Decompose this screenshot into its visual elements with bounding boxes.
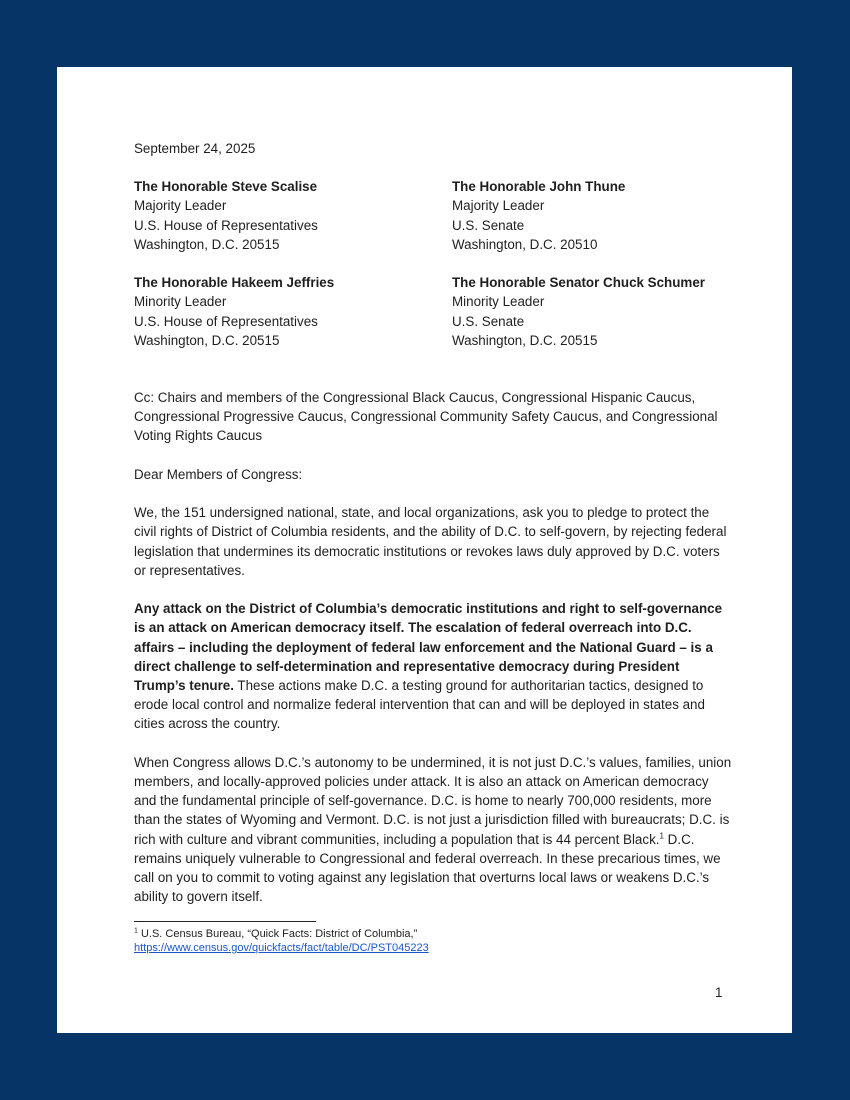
paragraph-3-text-a: When Congress allows D.C.’s autonomy to be undermined, it is not just D.C.’s values, families, union members, and locally-approved policies under attack. It is also an attack on American democracy and the fundamental principle of self-governance. D.C. is home to nearly 700,000 residents, more than the states of Wyoming and Vermont. D.C. is not just a jurisdiction filled with bureaucrats; D.C. is rich with culture and vibrant communities, including a population that is 44 percent Black.: [134, 754, 732, 847]
recipient-body: U.S. Senate: [452, 313, 525, 329]
footnote-link[interactable]: https://www.census.gov/quickfacts/fact/table/DC/PST045223: [134, 942, 429, 954]
footnote-separator: [134, 921, 316, 922]
recipient-name: The Honorable Senator Chuck Schumer: [452, 275, 705, 291]
recipient-addresses: [134, 177, 734, 350]
recipient-name: The Honorable John Thune: [452, 179, 626, 195]
recipient-address: Washington, D.C. 20515: [134, 236, 280, 252]
recipient-name: The Honorable Hakeem Jeffries: [134, 275, 335, 291]
footnote-reference[interactable]: 1: [659, 831, 664, 841]
recipient-title: Minority Leader: [452, 294, 545, 310]
page-number: 1: [715, 985, 723, 1000]
footnote-marker: 1: [134, 927, 138, 935]
recipient-block: [452, 273, 732, 350]
recipient-title: Majority Leader: [452, 198, 545, 214]
recipient-body: U.S. House of Representatives: [134, 217, 318, 233]
footnote-text: U.S. Census Bureau, “Quick Facts: District of Columbia,”: [137, 928, 418, 940]
recipient-block: [134, 177, 452, 254]
letter-date: September 24, 2025: [134, 141, 256, 156]
paragraph-3-text-b: D.C. remains uniquely vulnerable to Congressional and federal overreach. In these precarious times, we call on you to commit to voting against any legislation that overturns local laws or weakens D.C.’s ability to govern itself.: [134, 831, 721, 905]
paragraph-2-text: These actions make D.C. a testing ground for authoritarian tactics, designed to erode local control and normalize federal intervention that can and will be deployed in states and cities across the country.: [134, 678, 705, 732]
recipient-address: Washington, D.C. 20515: [134, 332, 280, 348]
cc-line: Cc: Chairs and members of the Congressional Black Caucus, Congressional Hispanic Caucus, Congressional Progressive Caucus, Congressional Community Safety Caucus, and Congressional Voting Rights Caucus: [134, 390, 718, 444]
recipient-name: The Honorable Steve Scalise: [134, 179, 318, 195]
document-page: [57, 67, 792, 1033]
recipient-title: Minority Leader: [134, 294, 227, 310]
salutation: Dear Members of Congress:: [134, 466, 303, 482]
paragraph-2-emphasis: Any attack on the District of Columbia’s democratic institutions and right to self-governance is an attack on American democracy itself. The escalation of federal overreach into D.C. affairs – including the deployment of federal law enforcement and the National Guard – is a direct challenge to self-determination and representative democracy during President Trump’s tenure.: [134, 601, 723, 694]
recipient-body: U.S. Senate: [452, 217, 525, 233]
recipient-block: [452, 177, 732, 254]
paragraph-3: [134, 753, 734, 907]
footnote: [134, 927, 429, 955]
paragraph-2: [134, 599, 734, 733]
footnote-citation: [134, 927, 429, 941]
recipient-address: Washington, D.C. 20510: [452, 236, 598, 252]
recipient-address: Washington, D.C. 20515: [452, 332, 598, 348]
letter-body: [134, 139, 734, 906]
recipient-block: [134, 273, 452, 350]
recipient-title: Majority Leader: [134, 198, 227, 214]
recipient-body: U.S. House of Representatives: [134, 313, 318, 329]
paragraph-1: We, the 151 undersigned national, state, and local organizations, ask you to pledge to protect the civil rights of District of Columbia residents, and the ability of D.C. to self-govern, by rejecting federal legislation that undermines its democratic institutions or revokes laws duly approved by D.C. voters or representatives.: [134, 505, 727, 578]
